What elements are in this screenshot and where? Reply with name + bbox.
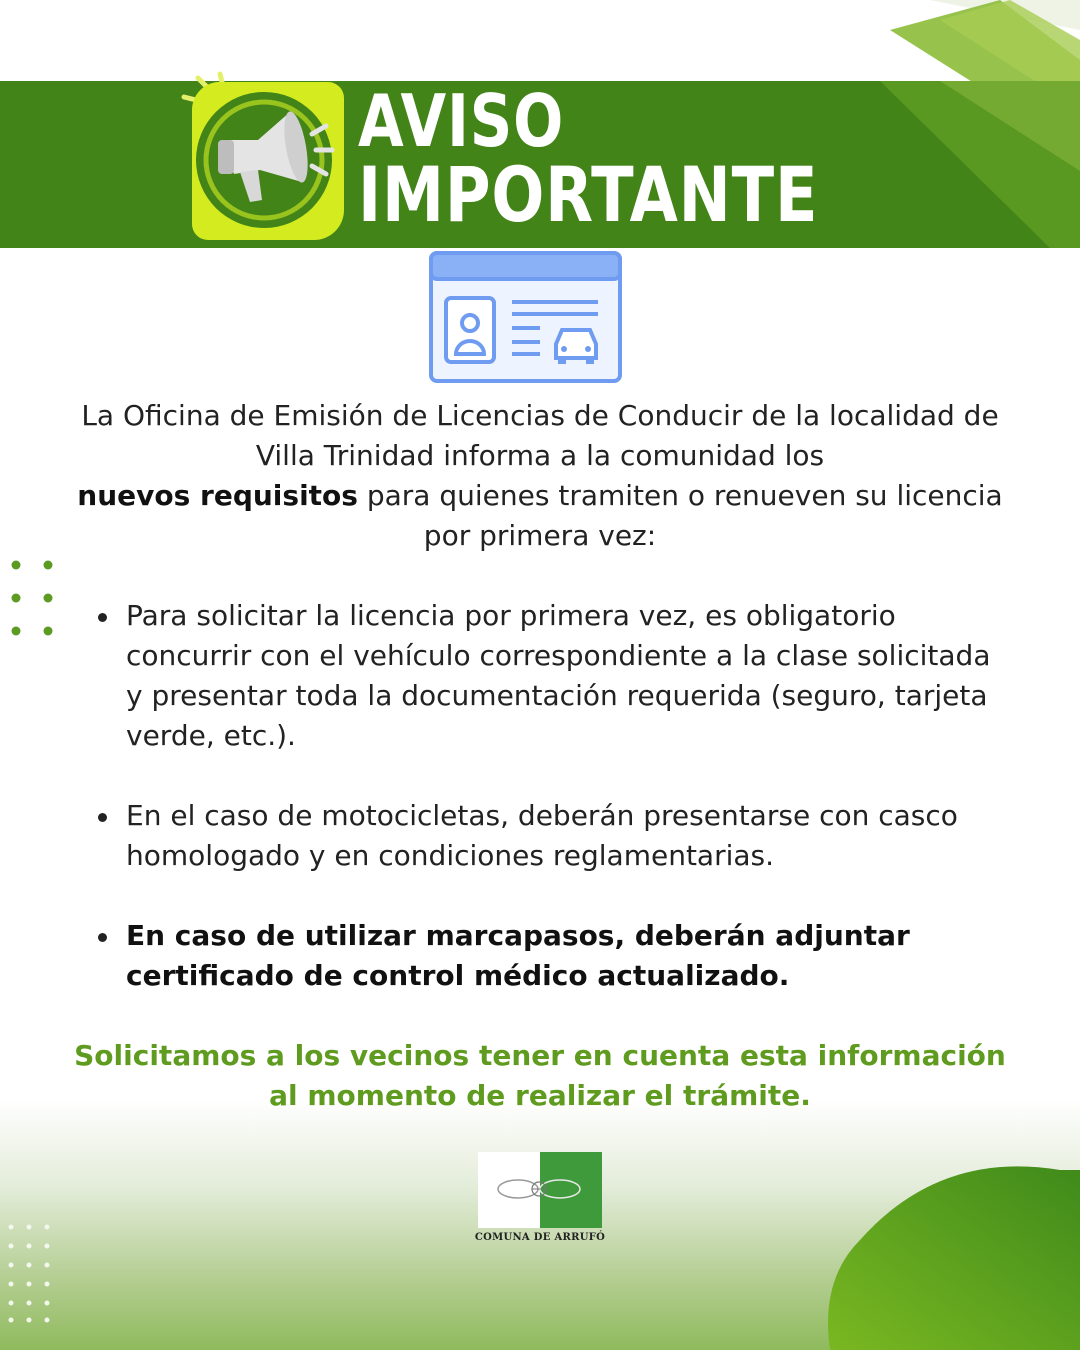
intro-bold-text: nuevos requisitos bbox=[77, 479, 358, 512]
closing-message: Solicitamos a los vecinos tener en cuenta esta información al momento de realizar el trámite. bbox=[74, 1039, 1006, 1112]
dots-decoration-left bbox=[8, 557, 58, 639]
megaphone-icon bbox=[178, 70, 348, 245]
comuna-flag-logo bbox=[478, 1152, 602, 1228]
driver-license-icon bbox=[428, 250, 623, 384]
dots-decoration-bottom bbox=[6, 1222, 56, 1324]
intro-paragraph bbox=[60, 396, 1020, 556]
title-line-2: IMPORTANTE bbox=[358, 150, 819, 239]
title-line-1: AVISO bbox=[358, 79, 565, 163]
intro-text-start: La Oficina de Emisión de Licencias de Conducir de la localidad de Villa Trinidad informa a la comunidad los bbox=[81, 399, 999, 472]
banner-corner-decoration bbox=[850, 81, 1080, 248]
intro-text-end: para quienes tramiten o renueven su licencia por primera vez: bbox=[366, 479, 1003, 552]
requirements-list bbox=[92, 596, 992, 1036]
corner-decoration-bottom bbox=[820, 1160, 1080, 1350]
requirement-item: Para solicitar la licencia por primera vez, es obligatorio concurrir con el vehículo correspondiente a la clase solicitada y presentar toda la documentación requerida (seguro, tarjeta verde, etc.). bbox=[92, 596, 992, 756]
logo-caption: COMUNA DE ARRUFÓ bbox=[474, 1232, 606, 1243]
requirement-item: En el caso de motocicletas, deberán presentarse con casco homologado y en condiciones reglamentarias. bbox=[92, 796, 992, 876]
requirement-item-highlighted: En caso de utilizar marcapasos, deberán adjuntar certificado de control médico actualizado. bbox=[92, 916, 992, 996]
